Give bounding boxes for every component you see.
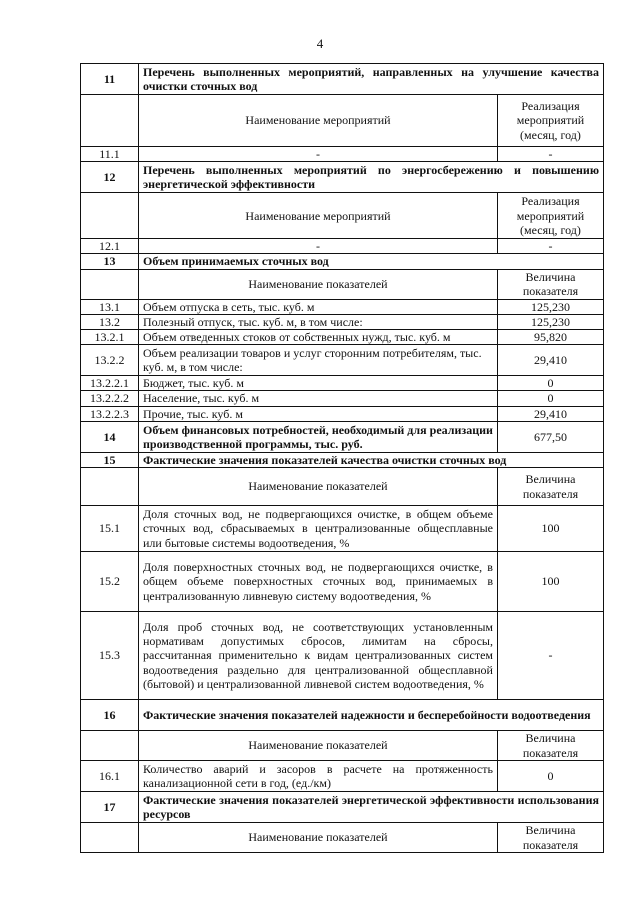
table-row bbox=[81, 761, 604, 792]
row-value: 125,230 bbox=[497, 299, 603, 314]
section-header-15 bbox=[81, 452, 604, 467]
row-name: Объем отведенных стоков от собственных нужд, тыс. куб. м bbox=[139, 330, 498, 345]
row-value: 125,230 bbox=[497, 314, 603, 329]
table-row bbox=[81, 376, 604, 391]
row-number: 12.1 bbox=[81, 239, 139, 254]
row-number: 13.2.2.3 bbox=[81, 406, 139, 421]
section-header-12 bbox=[81, 162, 604, 193]
table-row bbox=[81, 552, 604, 612]
section-title: Перечень выполненных мероприятий, направленных на улучшение качества очистки сточных вод bbox=[139, 64, 604, 95]
column-header-name: Наименование показателей bbox=[139, 823, 498, 853]
column-header-name: Наименование показателей bbox=[139, 269, 498, 299]
section-header-11 bbox=[81, 64, 604, 95]
row-value: 95,820 bbox=[497, 330, 603, 345]
column-header-row bbox=[81, 95, 604, 147]
row-name: Доля сточных вод, не подвергающихся очистке, в общем объеме сточных вод, сбрасываемых в централизованные общесплавные или бытовые системы водоотведения, % bbox=[139, 506, 498, 552]
section-title: Фактические значения показателей надежности и бесперебойности водоотведения bbox=[139, 700, 604, 731]
row-value: 0 bbox=[497, 761, 603, 792]
row-number: 16.1 bbox=[81, 761, 139, 792]
row-number: 13.2 bbox=[81, 314, 139, 329]
column-header-row bbox=[81, 731, 604, 761]
section-title: Объем финансовых потребностей, необходимый для реализации производственной программы, тыс. руб. bbox=[139, 421, 498, 452]
section-number: 12 bbox=[81, 162, 139, 193]
table-row bbox=[81, 299, 604, 314]
column-header-value: Реализация мероприятий (месяц, год) bbox=[497, 95, 603, 147]
row-number: 13.2.2.1 bbox=[81, 376, 139, 391]
section-number: 17 bbox=[81, 792, 139, 823]
table-row bbox=[81, 314, 604, 329]
column-header-row bbox=[81, 269, 604, 299]
row-number: 15.3 bbox=[81, 612, 139, 700]
row-value: - bbox=[497, 612, 603, 700]
column-header-row bbox=[81, 823, 604, 853]
section-number: 13 bbox=[81, 254, 139, 269]
column-header-value: Величина показателя bbox=[497, 468, 603, 506]
row-value: 100 bbox=[497, 552, 603, 612]
row-name: Бюджет, тыс. куб. м bbox=[139, 376, 498, 391]
section-number: 15 bbox=[81, 452, 139, 467]
row-value: - bbox=[497, 239, 603, 254]
row-name: - bbox=[139, 239, 498, 254]
row-value: 100 bbox=[497, 506, 603, 552]
section-value: 677,50 bbox=[497, 421, 603, 452]
column-header-name: Наименование показателей bbox=[139, 731, 498, 761]
section-number: 16 bbox=[81, 700, 139, 731]
section-header-16 bbox=[81, 700, 604, 731]
indicators-table bbox=[80, 63, 604, 853]
row-name: Население, тыс. куб. м bbox=[139, 391, 498, 406]
row-name: Объем отпуска в сеть, тыс. куб. м bbox=[139, 299, 498, 314]
table-row bbox=[81, 147, 604, 162]
row-value: 0 bbox=[497, 376, 603, 391]
row-value: - bbox=[497, 147, 603, 162]
column-header-name: Наименование мероприятий bbox=[139, 95, 498, 147]
section-title: Фактические значения показателей качества очистки сточных вод bbox=[139, 452, 604, 467]
section-header-13 bbox=[81, 254, 604, 269]
section-title: Фактические значения показателей энергетической эффективности использования ресурсов bbox=[139, 792, 604, 823]
row-name: Количество аварий и засоров в расчете на протяженность канализационной сети в год, (ед./км) bbox=[139, 761, 498, 792]
column-header-value: Величина показателя bbox=[497, 823, 603, 853]
row-number: 15.1 bbox=[81, 506, 139, 552]
section-header-14 bbox=[81, 421, 604, 452]
row-name: Прочие, тыс. куб. м bbox=[139, 406, 498, 421]
section-title: Перечень выполненных мероприятий по энергосбережению и повышению энергетической эффективности bbox=[139, 162, 604, 193]
row-number: 13.2.2.2 bbox=[81, 391, 139, 406]
row-number: 11.1 bbox=[81, 147, 139, 162]
column-header-name: Наименование мероприятий bbox=[139, 193, 498, 239]
section-title: Объем принимаемых сточных вод bbox=[139, 254, 604, 269]
column-header-name: Наименование показателей bbox=[139, 468, 498, 506]
column-header-value: Реализация мероприятий (месяц, год) bbox=[497, 193, 603, 239]
column-header-row bbox=[81, 468, 604, 506]
table-row bbox=[81, 391, 604, 406]
row-value: 0 bbox=[497, 391, 603, 406]
column-header-row bbox=[81, 193, 604, 239]
row-name: Объем реализации товаров и услуг сторонним потребителям, тыс. куб. м, в том числе: bbox=[139, 345, 498, 376]
row-value: 29,410 bbox=[497, 406, 603, 421]
page-number: 4 bbox=[316, 36, 324, 51]
table-row bbox=[81, 406, 604, 421]
row-name: Полезный отпуск, тыс. куб. м, в том числе: bbox=[139, 314, 498, 329]
row-number: 13.1 bbox=[81, 299, 139, 314]
row-number: 13.2.2 bbox=[81, 345, 139, 376]
column-header-value: Величина показателя bbox=[497, 731, 603, 761]
column-header-value: Величина показателя bbox=[497, 269, 603, 299]
table-row bbox=[81, 506, 604, 552]
row-name: - bbox=[139, 147, 498, 162]
row-name: Доля поверхностных сточных вод, не подвергающихся очистке, в общем объеме поверхностных сточных вод, принимаемых в централизованную ливневую систему водоотведения, % bbox=[139, 552, 498, 612]
table-row bbox=[81, 330, 604, 345]
row-value: 29,410 bbox=[497, 345, 603, 376]
row-name: Доля проб сточных вод, не соответствующих установленным нормативам допустимых сбросов, лимитам на сбросы, рассчитанная применительно к видам централизованных систем водоотведения раздельно для централизованной общесплавной (бытовой) и централизованной ливневой систем водоотведения, % bbox=[139, 612, 498, 700]
section-header-17 bbox=[81, 792, 604, 823]
table-row bbox=[81, 345, 604, 376]
row-number: 15.2 bbox=[81, 552, 139, 612]
section-number: 14 bbox=[81, 421, 139, 452]
row-number: 13.2.1 bbox=[81, 330, 139, 345]
section-number: 11 bbox=[81, 64, 139, 95]
table-row bbox=[81, 612, 604, 700]
table-row bbox=[81, 239, 604, 254]
